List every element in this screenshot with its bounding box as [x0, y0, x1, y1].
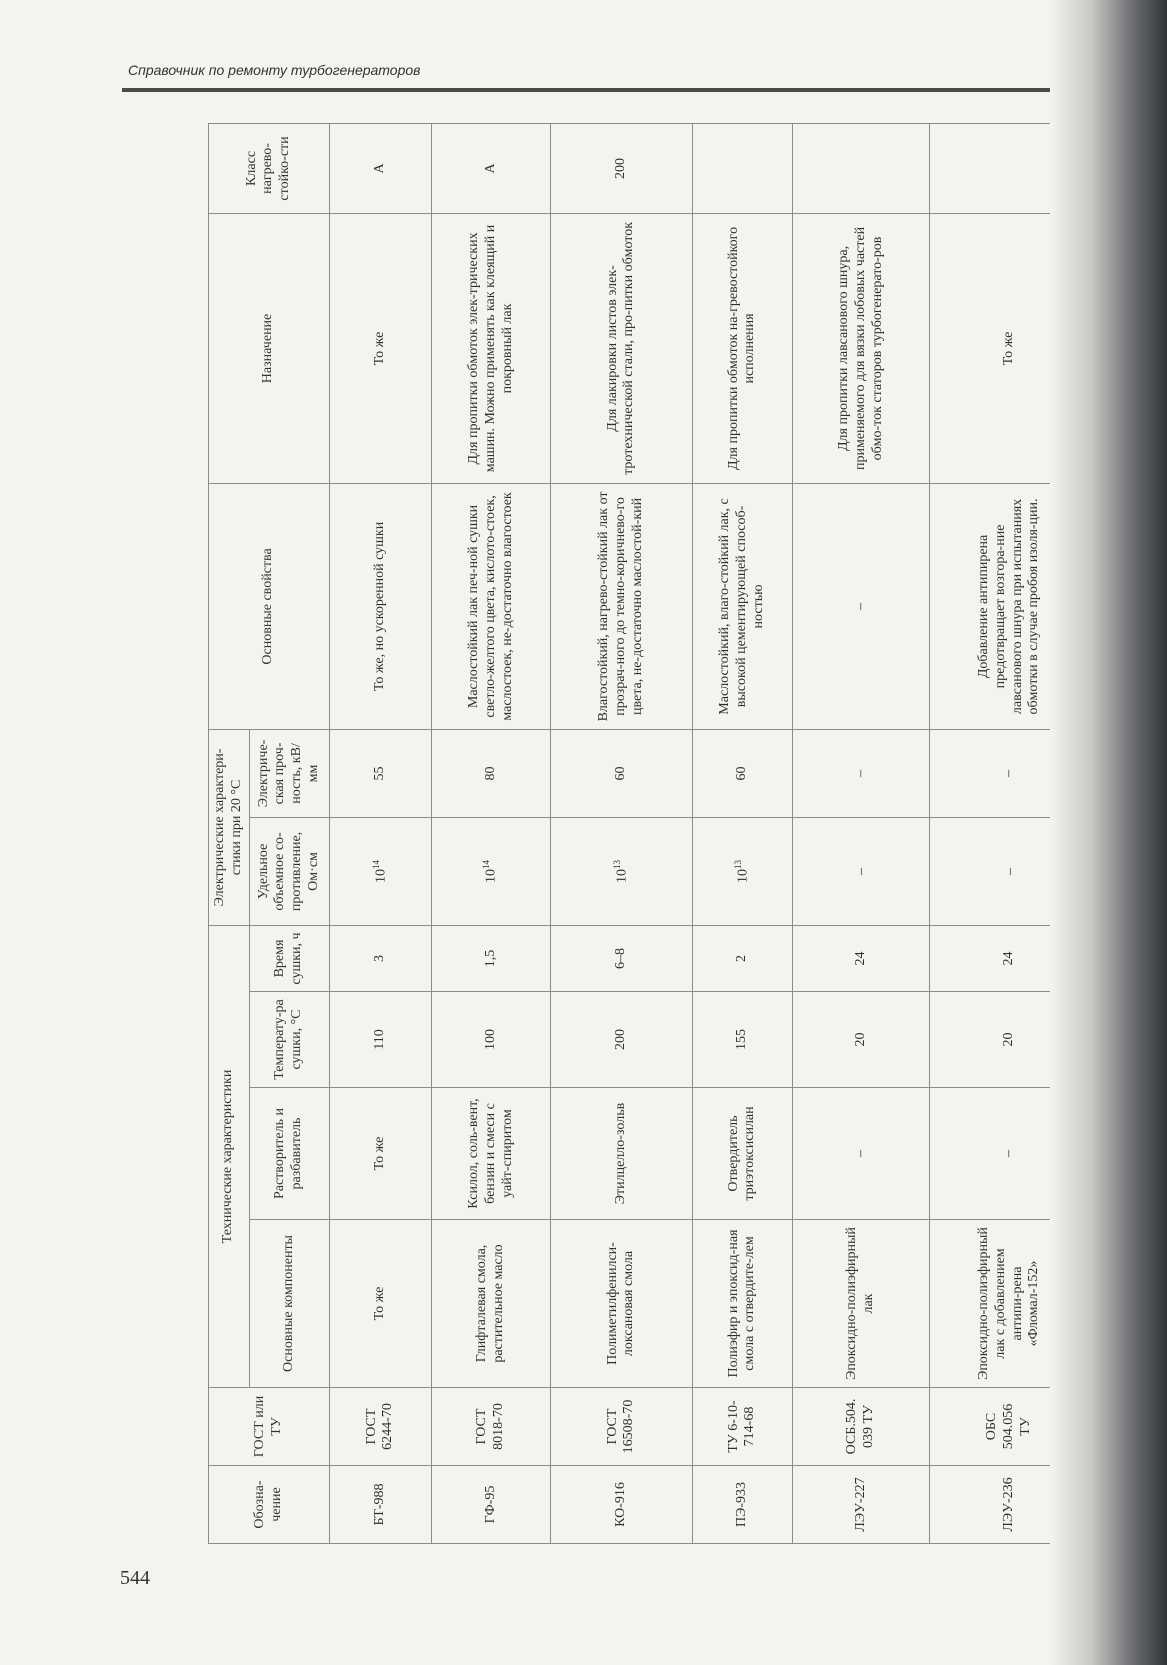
cell-designation: БТ-988: [329, 1466, 432, 1544]
cell-components: Эпоксидно-полиэфирный лак с добавлением антипи-рена «Фломал-152»: [930, 1220, 1090, 1388]
cell-components: Глифталевая смола, растительное масло: [432, 1220, 551, 1388]
cell-properties: Добавление антипирена предотвращает возгора-ние лавсанового шнура при испытаниях обмотки в случае пробоя изоля-ции.: [930, 483, 1090, 729]
cell-gost: ГОСТ 16508-70: [551, 1388, 693, 1466]
cell-heat-class: А: [329, 123, 432, 213]
cell-solvent: Ксилол, соль-вент, бензин и смеси с уайт-спиритом: [432, 1088, 551, 1220]
cell-properties: –: [793, 483, 930, 729]
cell-drying-temp: 20: [793, 992, 930, 1088]
cell-drying-temp: 200: [551, 992, 693, 1088]
cell-drying-time: 3: [329, 925, 432, 991]
running-title: Справочник по ремонту турбогенераторов: [128, 62, 421, 78]
cell-solvent: –: [793, 1088, 930, 1220]
cell-gost: ОСБ.504. 039 ТУ: [793, 1388, 930, 1466]
resistivity-base: –: [1002, 867, 1018, 875]
cell-gost: ГОСТ 6244-70: [329, 1388, 432, 1466]
cell-gost: ТУ 6-10-714-68: [692, 1388, 792, 1466]
cell-resistivity: [329, 817, 432, 925]
resistivity-base: 10: [735, 868, 751, 883]
cell-solvent: Этилцелло-зольв: [551, 1088, 693, 1220]
resistivity-exponent: 13: [732, 859, 743, 869]
resistivity-exponent: 14: [370, 859, 381, 869]
cell-purpose: Для лакировки листов элек-тротехнической стали, про-питки обмоток: [551, 213, 693, 483]
resistivity-exponent: 14: [481, 859, 492, 869]
cell-strength: 80: [432, 729, 551, 817]
cell-resistivity: [793, 817, 930, 925]
cell-drying-temp: 155: [692, 992, 792, 1088]
header-solvent: Растворитель и разбавитель: [249, 1088, 329, 1220]
cell-heat-class: А: [432, 123, 551, 213]
cell-resistivity: [551, 817, 693, 925]
cell-designation: ПЭ-933: [692, 1466, 792, 1544]
cell-drying-time: 24: [793, 925, 930, 991]
cell-drying-time: 24: [930, 925, 1090, 991]
header-tech-group: Технические характеристики: [209, 925, 250, 1387]
header-purpose: Назначение: [209, 213, 330, 483]
cell-gost: ОБС 504.056 ТУ: [930, 1388, 1090, 1466]
cell-properties: Маслостойкий, влаго-стойкий лак, с высокой цементирующей способ-ностью: [692, 483, 792, 729]
cell-solvent: То же: [329, 1088, 432, 1220]
cell-components: То же: [329, 1220, 432, 1388]
cell-strength: –: [793, 729, 930, 817]
cell-strength: 60: [551, 729, 693, 817]
cell-strength: 60: [692, 729, 792, 817]
cell-purpose: Для пропитки обмоток на-гревостойкого исполнения: [692, 213, 792, 483]
header-properties: Основные свойства: [209, 483, 330, 729]
resistivity-base: 10: [614, 868, 630, 883]
cell-resistivity: [692, 817, 792, 925]
cell-heat-class: [692, 123, 792, 213]
table-row: [329, 123, 432, 1543]
header-heat-class: Класс нагрево-стойко-сти: [209, 123, 330, 213]
cell-resistivity: [432, 817, 551, 925]
resistivity-base: 10: [373, 868, 389, 883]
cell-solvent: Отвердитель триэтоксисилан: [692, 1088, 792, 1220]
header-drying-time: Время сушки, ч: [249, 925, 329, 991]
cell-strength: 55: [329, 729, 432, 817]
cell-drying-time: 6–8: [551, 925, 693, 991]
cell-heat-class: [793, 123, 930, 213]
cell-solvent: –: [930, 1088, 1090, 1220]
cell-designation: ЛЭУ-227: [793, 1466, 930, 1544]
cell-designation: ЛЭУ-236: [930, 1466, 1090, 1544]
cell-drying-time: 2: [692, 925, 792, 991]
header-rule: [122, 88, 1060, 92]
table-row: [793, 123, 930, 1543]
cell-purpose: То же: [930, 213, 1090, 483]
cell-gost: ГОСТ 8018-70: [432, 1388, 551, 1466]
resistivity-base: 10: [484, 868, 500, 883]
header-drying-temp: Температу-ра сушки, °С: [249, 992, 329, 1088]
table-row: [551, 123, 693, 1543]
cell-drying-temp: 110: [329, 992, 432, 1088]
cell-drying-time: 1,5: [432, 925, 551, 991]
cell-designation: КО-916: [551, 1466, 693, 1544]
book-gutter-shadow: [1050, 0, 1167, 1665]
page-number: 544: [120, 1567, 150, 1589]
cell-purpose: То же: [329, 213, 432, 483]
resistivity-exponent: 13: [611, 859, 622, 869]
cell-components: Эпоксидно-полиэфирный лак: [793, 1220, 930, 1388]
table-container: [208, 124, 1090, 1544]
cell-purpose: Для пропитки обмоток элек-трических машин. Можно применять как клеящий и покровный лак: [432, 213, 551, 483]
table-row: [692, 123, 792, 1543]
header-gost: ГОСТ или ТУ: [209, 1388, 330, 1466]
cell-properties: То же, но ускоренной сушки: [329, 483, 432, 729]
table-row: [432, 123, 551, 1543]
cell-properties: Влагостойкий, нагрево-стойкий лак от прозрач-ного до темно-коричнево-го цвета, не-достаточно маслостой-кий: [551, 483, 693, 729]
header-elec-group: Электрические характери-стики при 20 °С: [209, 729, 250, 925]
varnish-spec-table: [208, 123, 1090, 1544]
cell-heat-class: 200: [551, 123, 693, 213]
header-resistivity: Удельное объемное со-противление, Ом·см: [249, 817, 329, 925]
header-strength: Электриче-ская проч-ность, кВ/мм: [249, 729, 329, 817]
cell-drying-temp: 20: [930, 992, 1090, 1088]
cell-purpose: Для пропитки лавсанового шнура, применяемого для вязки лобовых частей обмо-ток статоров турбогенерато-ров: [793, 213, 930, 483]
header-designation: Обозна-чение: [209, 1466, 330, 1544]
cell-designation: ГФ-95: [432, 1466, 551, 1544]
cell-drying-temp: 100: [432, 992, 551, 1088]
cell-components: Полиметилфенилси-локсановая смола: [551, 1220, 693, 1388]
cell-strength: –: [930, 729, 1090, 817]
cell-components: Полиэфир и эпоксид-ная смола с отвердите-лем: [692, 1220, 792, 1388]
resistivity-base: –: [854, 867, 870, 875]
cell-properties: Маслостойкий лак печ-ной сушки светло-желтого цвета, кислото-стоек, маслостоек, не-достаточно влагостоек: [432, 483, 551, 729]
header-components: Основные компоненты: [249, 1220, 329, 1388]
